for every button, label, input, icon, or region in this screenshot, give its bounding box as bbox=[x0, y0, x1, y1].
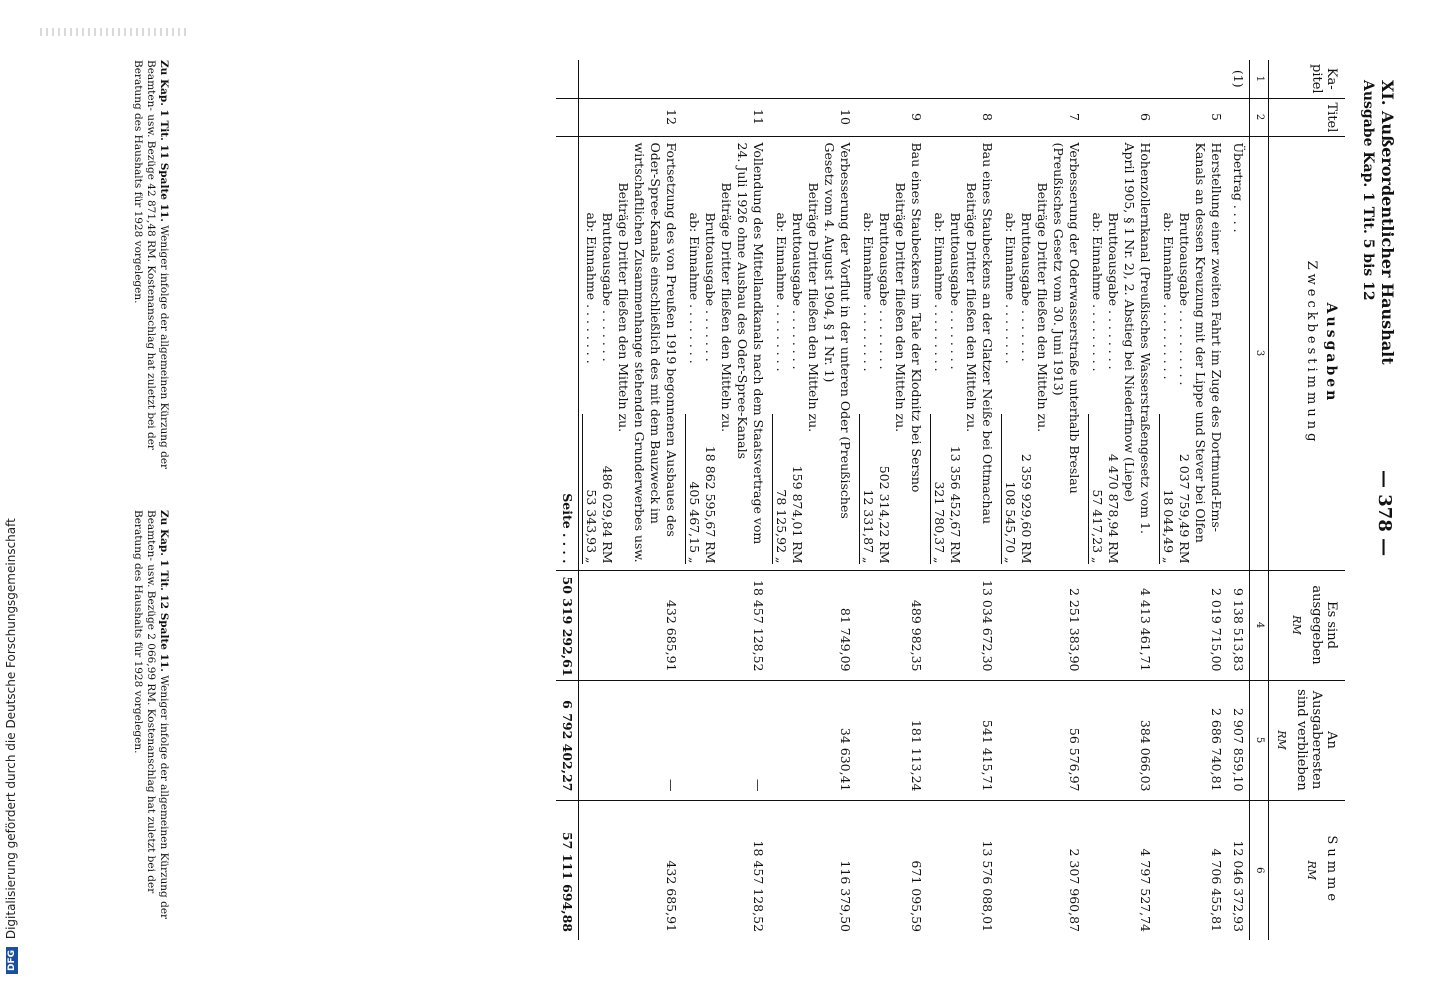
detail-value: 12 331,87 „ bbox=[859, 414, 876, 564]
row-contributions-note: Beiträge Dritter fließen den Mitteln zu. bbox=[1035, 182, 1050, 433]
row-ausgegeben: 432 685,91 bbox=[579, 570, 683, 680]
detail-line bbox=[930, 143, 947, 564]
scan-artifact bbox=[40, 28, 190, 36]
row-purpose-text: Bau eines Staubeckens an der Glatzer Neiße bei Ottmachau bbox=[980, 142, 995, 525]
detail-label: Bruttoausgabe . . . . . . . . bbox=[790, 212, 805, 370]
page-header bbox=[1345, 60, 1405, 940]
row-verblieben: 2 907 859,10 bbox=[1227, 680, 1250, 800]
footnote bbox=[131, 60, 170, 490]
row-purpose-text: Verbesserung der Oderwasserstraße unterhalb Breslau (Preußisches Gesetz vom 30. Juni 1913) bbox=[1051, 142, 1082, 494]
col-number: 6 bbox=[1250, 800, 1269, 940]
detail-line bbox=[1088, 143, 1105, 564]
row-purpose-text: Herstellung einer zweiten Fahrt im Zuge des Dortmund-Ems-Kanals an dessen Kreuzung mit der Lippe und Stever bei Olfen bbox=[1193, 142, 1224, 543]
row-ausgegeben: 2 251 383,90 bbox=[998, 570, 1085, 680]
row-description bbox=[1156, 136, 1227, 570]
detail-value: 108 545,70 „ bbox=[1001, 414, 1018, 564]
row-contributions-note: Beiträge Dritter fließen den Mitteln zu. bbox=[616, 182, 631, 433]
row-purpose-text: Vollendung des Mittellandkanals nach dem Staatsvertrage vom 24. Juli 1926 ohne Ausbau des Oder-Spree-Kanals bbox=[735, 142, 766, 545]
row-kapitel bbox=[927, 60, 998, 98]
col-ausgegeben bbox=[1269, 570, 1346, 680]
row-titel: 6 bbox=[1085, 98, 1156, 136]
digitization-credit bbox=[0, 0, 22, 1000]
row-purpose-text: Übertrag . . . . bbox=[1231, 142, 1246, 233]
row-verblieben: 181 113,24 bbox=[856, 680, 927, 800]
col-zweck-label: Zweckbestimmung bbox=[1304, 260, 1319, 446]
total-row bbox=[556, 60, 579, 940]
detail-value: 53 343,93 „ bbox=[582, 414, 599, 564]
detail-label: ab: Einnahme . . . . . . . . . . bbox=[1161, 212, 1176, 380]
row-summe: 432 685,91 bbox=[664, 860, 679, 932]
row-ausgegeben: 9 138 513,83 bbox=[1227, 570, 1250, 680]
row-verblieben: — bbox=[682, 680, 769, 800]
table-row bbox=[927, 60, 998, 940]
row-titel bbox=[1227, 98, 1250, 136]
col-number: 2 bbox=[1250, 98, 1269, 136]
row-summe: 13 576 088,01 bbox=[980, 840, 995, 932]
row-titel: 11 bbox=[682, 98, 769, 136]
detail-line bbox=[582, 143, 599, 564]
col-number: 1 bbox=[1250, 60, 1269, 98]
detail-label: ab: Einnahme . . . . . . . . . bbox=[932, 212, 947, 372]
footnote-ref: Zu Kap. 1 Tit. 11 Spalte 11. bbox=[158, 60, 170, 222]
row-purpose-text: Verbesserung der Vorflut in der unteren Oder (Preußisches Gesetz vom 4. August 1904, § 1 Nr. 1) bbox=[822, 142, 853, 519]
section-subtitle: Ausgabe Kap. 1 Tit. 5 bis 12 bbox=[1360, 80, 1376, 301]
detail-label: Bruttoausgabe . . . . . . . . bbox=[948, 212, 963, 370]
column-number-row bbox=[1250, 60, 1269, 940]
detail-value: 4 470 878,94 RM bbox=[1106, 453, 1121, 564]
row-titel: 10 bbox=[769, 98, 856, 136]
table-body bbox=[556, 60, 1269, 940]
col-ausgegeben-label: Es sind ausgegeben bbox=[1309, 585, 1339, 665]
col-number: 4 bbox=[1250, 570, 1269, 680]
row-ausgegeben: 489 982,35 bbox=[856, 570, 927, 680]
detail-value: 13 356 452,67 RM bbox=[948, 445, 963, 564]
table-row bbox=[1227, 60, 1250, 940]
detail-label: ab: Einnahme . . . . . . . . bbox=[1003, 212, 1018, 364]
row-purpose-text: Fortsetzung des von Preußen 1919 begonnenen Ausbaues des Oder-Spree-Kanals einschließlich des mit dem Bauzweck im wirtschaftlichen Zusammenhange stehenden Grunderwerbes usw. bbox=[632, 142, 679, 563]
col-number: 3 bbox=[1250, 136, 1269, 570]
row-description bbox=[682, 136, 769, 570]
header-titles bbox=[1360, 80, 1397, 365]
col-summe-label: Summe bbox=[1324, 835, 1339, 906]
row-ausgegeben: 18 457 128,52 bbox=[682, 570, 769, 680]
row-contributions-note: Beiträge Dritter fließen den Mitteln zu. bbox=[893, 182, 908, 433]
row-verblieben: 541 415,71 bbox=[927, 680, 998, 800]
col-kapitel: Ka-pitel bbox=[1269, 60, 1346, 98]
detail-line bbox=[859, 143, 876, 564]
row-ausgegeben: 81 749,09 bbox=[769, 570, 856, 680]
row-ausgegeben: 13 034 672,30 bbox=[927, 570, 998, 680]
row-kapitel: (1) bbox=[1227, 60, 1250, 98]
row-summe: 2 307 960,87 bbox=[1067, 848, 1082, 932]
total-empty bbox=[556, 60, 579, 98]
row-summe: 4 797 527,74 bbox=[1138, 848, 1153, 932]
row-titel: 5 bbox=[1156, 98, 1227, 136]
row-verblieben: 56 576,97 bbox=[998, 680, 1085, 800]
footnote-text: Weniger infolge der allgemeinen Kürzung der Beamten- usw. Bezüge 2 066,99 RM. Kostenanschlag hat zuletzt bei der Beratung des Haushalts für 1928 vorgelegen. bbox=[132, 510, 170, 920]
detail-label: Bruttoausgabe . . . . . . . . . . bbox=[1177, 212, 1192, 386]
col-titel: Titel bbox=[1269, 98, 1346, 136]
detail-line bbox=[789, 143, 805, 564]
digitization-credit-text: Digitalisierung gefördert durch die Deutsche Forschungsgemeinschaft bbox=[4, 518, 18, 940]
row-kapitel bbox=[769, 60, 856, 98]
table-row bbox=[1085, 60, 1156, 940]
total-empty bbox=[556, 98, 579, 136]
row-kapitel bbox=[682, 60, 769, 98]
detail-line bbox=[702, 143, 718, 564]
detail-line bbox=[599, 143, 615, 564]
row-kapitel bbox=[998, 60, 1085, 98]
total-verblieben: 6 792 402,27 bbox=[556, 680, 579, 800]
detail-value: 486 029,84 RM bbox=[600, 465, 615, 564]
row-contributions-note: Beiträge Dritter fließen den Mitteln zu. bbox=[719, 182, 734, 433]
row-description bbox=[579, 136, 683, 570]
footnote bbox=[131, 510, 170, 940]
detail-value: 159 874,01 RM bbox=[790, 465, 805, 564]
row-titel: 8 bbox=[927, 98, 998, 136]
table-header-row bbox=[1269, 60, 1346, 940]
col-verblieben bbox=[1269, 680, 1346, 800]
row-description bbox=[769, 136, 856, 570]
detail-value: 18 862 595,67 RM bbox=[703, 445, 718, 564]
row-titel: 7 bbox=[998, 98, 1085, 136]
total-label: Seite . . . . bbox=[556, 136, 579, 570]
detail-line bbox=[1159, 143, 1176, 564]
row-verblieben: 2 686 740,81 bbox=[1156, 680, 1227, 800]
col-summe-unit: RM bbox=[1305, 860, 1318, 881]
page-number: — 378 — bbox=[1374, 470, 1395, 557]
detail-value: 2 037 759,49 RM bbox=[1177, 453, 1192, 564]
total-ausgegeben: 50 319 292,61 bbox=[556, 570, 579, 680]
detail-label: ab: Einnahme . . . . . . . . bbox=[687, 212, 702, 364]
detail-line bbox=[1018, 143, 1034, 564]
row-description bbox=[927, 136, 998, 570]
row-summe: 18 457 128,52 bbox=[751, 840, 766, 932]
row-summe: 116 379,50 bbox=[838, 860, 853, 932]
detail-line bbox=[1176, 143, 1192, 564]
detail-label: Bruttoausgabe . . . . . . . bbox=[1019, 212, 1034, 362]
detail-label: ab: Einnahme . . . . . . . . . bbox=[774, 212, 789, 372]
row-description bbox=[856, 136, 927, 570]
detail-label: ab: Einnahme . . . . . . . . bbox=[584, 212, 599, 364]
row-description bbox=[1085, 136, 1156, 570]
row-ausgegeben: 4 413 461,71 bbox=[1085, 570, 1156, 680]
row-kapitel bbox=[1085, 60, 1156, 98]
row-contributions-note: Beiträge Dritter fließen den Mitteln zu. bbox=[806, 182, 821, 433]
table-row bbox=[682, 60, 769, 940]
rotated-page bbox=[85, 60, 1405, 940]
detail-label: Bruttoausgabe . . . . . . . bbox=[703, 212, 718, 362]
col-zweckbestimmung bbox=[1269, 136, 1346, 570]
row-summe: 12 046 372,93 bbox=[1231, 840, 1246, 932]
row-kapitel bbox=[1156, 60, 1227, 98]
col-verblieben-unit: RM bbox=[1275, 730, 1288, 750]
col-number: 5 bbox=[1250, 680, 1269, 800]
detail-label: ab: Einnahme . . . . . . . . . bbox=[861, 212, 876, 372]
row-summe: 4 706 455,81 bbox=[1209, 848, 1224, 932]
col-ausgaben-label: Ausgaben bbox=[1323, 302, 1339, 404]
col-verblieben-label: An Ausgaberesten sind verblieben bbox=[1294, 689, 1339, 791]
row-kapitel bbox=[579, 60, 683, 98]
row-verblieben: 34 630,41 bbox=[769, 680, 856, 800]
row-verblieben: — bbox=[579, 680, 683, 800]
table-row bbox=[1156, 60, 1227, 940]
detail-value: 405 467,15 „ bbox=[685, 414, 702, 564]
footnote-ref: Zu Kap. 1 Tit. 12 Spalte 11. bbox=[158, 510, 170, 672]
detail-line bbox=[876, 143, 892, 564]
col-summe bbox=[1269, 800, 1346, 940]
detail-label: ab: Einnahme . . . . . . . . . bbox=[1090, 212, 1105, 372]
detail-value: 18 044,49 „ bbox=[1159, 414, 1176, 564]
row-ausgegeben: 2 019 715,00 bbox=[1156, 570, 1227, 680]
detail-value: 78 125,92 „ bbox=[772, 414, 789, 564]
detail-line bbox=[685, 143, 702, 564]
section-title: XI. Außerordentlicher Haushalt bbox=[1378, 80, 1397, 365]
table-row bbox=[856, 60, 927, 940]
detail-label: Bruttoausgabe . . . . . . . bbox=[600, 212, 615, 362]
row-purpose-text: Bau eines Staubeckens im Tale der Klodnitz bei Sersno bbox=[909, 142, 924, 493]
detail-value: 2 359 929,60 RM bbox=[1019, 453, 1034, 564]
row-kapitel bbox=[856, 60, 927, 98]
footnote-text: Weniger infolge der allgemeinen Kürzung der Beamten- usw. Bezüge 42 871,48 RM. Kostenanschlag hat zuletzt bei der Beratung des Haushalts für 1928 vorgelegen. bbox=[132, 60, 170, 470]
table-row bbox=[579, 60, 683, 940]
detail-line bbox=[772, 143, 789, 564]
detail-line bbox=[947, 143, 963, 564]
dfg-logo: DFG bbox=[6, 947, 18, 974]
detail-label: Bruttoausgabe . . . . . . . . bbox=[877, 212, 892, 370]
col-ausgegeben-unit: RM bbox=[1290, 615, 1303, 635]
table-row bbox=[998, 60, 1085, 940]
footnotes bbox=[90, 60, 170, 940]
row-verblieben: 384 066,03 bbox=[1085, 680, 1156, 800]
row-contributions-note: Beiträge Dritter fließen den Mitteln zu. bbox=[964, 182, 979, 433]
detail-value: 321 780,37 „ bbox=[930, 414, 947, 564]
row-description bbox=[998, 136, 1085, 570]
row-purpose-text: Hohenzollernkanal (Preußisches Wasserstraßengesetz vom 1. April 1905, § 1 Nr. 2), 2. Abstieg bei Niederfinow (Liepe) bbox=[1122, 142, 1153, 534]
detail-value: 57 417,23 „ bbox=[1088, 414, 1105, 564]
detail-label: Bruttoausgabe . . . . . . . . bbox=[1106, 212, 1121, 370]
row-titel: 9 bbox=[856, 98, 927, 136]
detail-value: 502 314,22 RM bbox=[877, 465, 892, 564]
detail-line bbox=[1105, 143, 1121, 564]
total-summe: 57 111 694,88 bbox=[556, 800, 579, 940]
table-row bbox=[769, 60, 856, 940]
row-summe: 671 095,59 bbox=[909, 860, 924, 932]
row-titel: 12 bbox=[579, 98, 683, 136]
row-description bbox=[1227, 136, 1250, 570]
budget-table bbox=[556, 60, 1345, 940]
detail-line bbox=[1001, 143, 1018, 564]
